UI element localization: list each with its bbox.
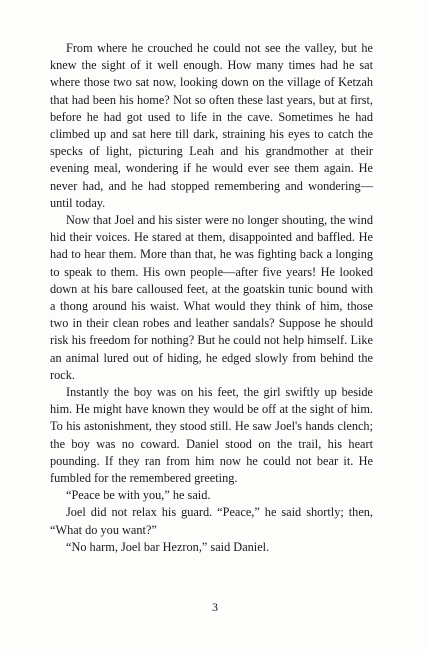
paragraph-2: Now that Joel and his sister were no longer shouting, the wind hid their voices. He stared at them, disappointed and baffled. He had to hear them. More than that, he was fighting back a longing to speak to them. His own people—after five years! He looked down at his bare calloused feet, at the goatskin tunic bound with a thong around his waist. What would they think of him, those two in their clean robes and leather sandals? Suppose he should risk his freedom for nothing? But he could not help himself. Like an animal lured out of hiding, he edged slowly from behind the rock.: [50, 213, 373, 382]
paragraph-6: “No harm, Joel bar Hezron,” said Daniel.: [66, 539, 270, 554]
paragraph-5: Joel did not relax his guard. “Peace,” he said shortly; then, “What do you want?”: [50, 505, 373, 537]
body-text: [50, 40, 373, 556]
page-number: 3: [212, 600, 218, 614]
paragraph-4: “Peace be with you,” he said.: [66, 488, 211, 503]
paragraph-3: Instantly the boy was on his feet, the girl swiftly up beside him. He might have known they would be off at the sight of him. To his astonishment, they stood still. He saw Joel's hands clench; the boy was no coward. Daniel stood on the trail, his heart pounding. If they ran from him now he could not bear it. He fumbled for the remembered greeting.: [50, 385, 373, 486]
paragraph-1: From where he crouched he could not see the valley, but he knew the sight of it well enough. How many times had he sat where those two sat now, looking down on the village of Ketzah that had been his home? Not so often these last years, but at first, before he had got used to life in the cave. Sometimes he had climbed up and sat here till dark, straining his eyes to catch the specks of light, picturing Leah and his grandmother at their evening meal, wondering if he would ever see them again. He never had, and he had stopped remembering and wondering—until today.: [50, 41, 373, 210]
